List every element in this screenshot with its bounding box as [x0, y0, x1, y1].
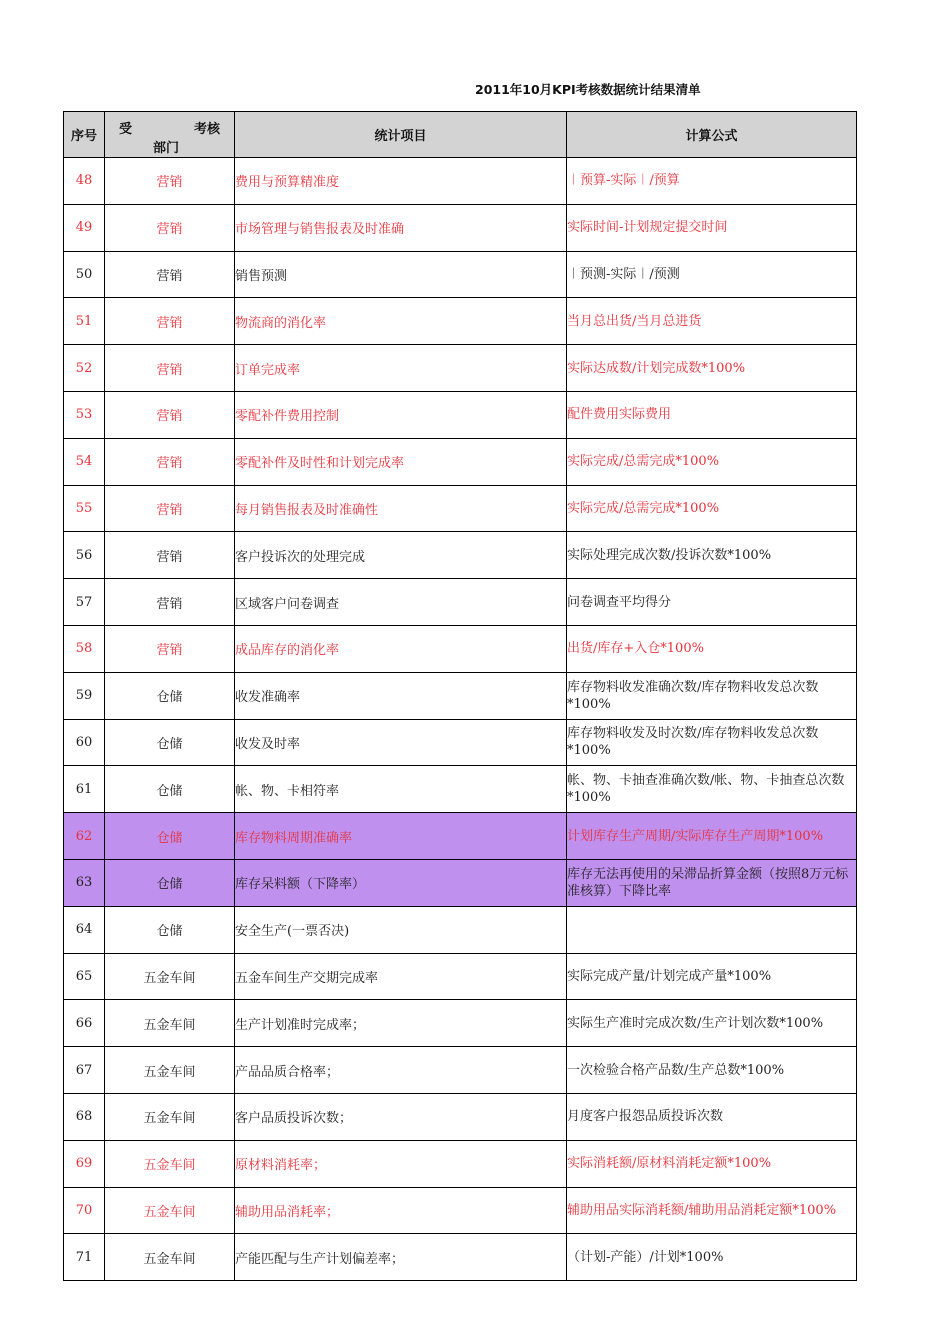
row-department: 营销 — [105, 579, 235, 626]
row-number: 66 — [64, 1000, 105, 1047]
row-number: 62 — [64, 813, 105, 860]
table-row — [64, 1093, 857, 1140]
row-department: 仓储 — [105, 813, 235, 860]
table-row — [64, 391, 857, 438]
row-formula: 实际生产准时完成次数/生产计划次数*100% — [567, 1000, 857, 1047]
row-department: 仓储 — [105, 766, 235, 813]
row-department: 五金车间 — [105, 1093, 235, 1140]
row-formula: 当月总出货/当月总进货 — [567, 298, 857, 345]
row-item: 客户品质投诉次数； — [235, 1093, 567, 1140]
row-item: 客户投诉次的处理完成 — [235, 532, 567, 579]
row-number: 51 — [64, 298, 105, 345]
row-formula: 辅助用品实际消耗额/辅助用品消耗定额*100% — [567, 1187, 857, 1234]
table-row — [64, 953, 857, 1000]
row-department: 营销 — [105, 204, 235, 251]
header-dept-part-b: 考核 — [193, 122, 220, 137]
table-row — [64, 251, 857, 298]
row-formula: ︱预算-实际︱/预算 — [567, 158, 857, 205]
row-number: 71 — [64, 1234, 105, 1281]
row-item: 辅助用品消耗率； — [235, 1187, 567, 1234]
row-item: 市场管理与销售报表及时准确 — [235, 204, 567, 251]
row-item: 订单完成率 — [235, 345, 567, 392]
row-department: 营销 — [105, 438, 235, 485]
row-department: 仓储 — [105, 672, 235, 719]
row-number: 65 — [64, 953, 105, 1000]
row-item: 费用与预算精准度 — [235, 158, 567, 205]
row-department: 营销 — [105, 158, 235, 205]
row-formula: ︱预测-实际︱/预测 — [567, 251, 857, 298]
row-number: 60 — [64, 719, 105, 766]
row-item: 安全生产(一票否决) — [235, 906, 567, 953]
row-item: 零配补件费用控制 — [235, 391, 567, 438]
row-department: 营销 — [105, 532, 235, 579]
row-number: 56 — [64, 532, 105, 579]
header-seq: 序号 — [64, 112, 105, 158]
row-item: 成品库存的消化率 — [235, 625, 567, 672]
row-number: 68 — [64, 1093, 105, 1140]
row-department: 营销 — [105, 298, 235, 345]
table-row — [64, 204, 857, 251]
row-formula: 实际达成数/计划完成数*100% — [567, 345, 857, 392]
table-row — [64, 766, 857, 813]
table-row — [64, 625, 857, 672]
row-formula: 库存物料收发准确次数/库存物料收发总次数*100% — [567, 672, 857, 719]
row-item: 销售预测 — [235, 251, 567, 298]
table-row — [64, 672, 857, 719]
table-row — [64, 1047, 857, 1094]
row-department: 营销 — [105, 625, 235, 672]
row-number: 50 — [64, 251, 105, 298]
table-row — [64, 579, 857, 626]
row-department: 营销 — [105, 485, 235, 532]
header-dept-part-a: 受 — [119, 122, 133, 137]
row-item: 帐、物、卡相符率 — [235, 766, 567, 813]
row-department: 营销 — [105, 345, 235, 392]
row-item: 五金车间生产交期完成率 — [235, 953, 567, 1000]
row-department: 仓储 — [105, 859, 235, 906]
row-item: 原材料消耗率； — [235, 1140, 567, 1187]
row-number: 61 — [64, 766, 105, 813]
row-number: 54 — [64, 438, 105, 485]
header-dept-part-c: 部门 — [153, 141, 180, 156]
row-number: 70 — [64, 1187, 105, 1234]
row-department: 仓储 — [105, 906, 235, 953]
row-formula: 帐、物、卡抽查准确次数/帐、物、卡抽查总次数*100% — [567, 766, 857, 813]
row-number: 67 — [64, 1047, 105, 1094]
row-department: 营销 — [105, 251, 235, 298]
row-item: 收发及时率 — [235, 719, 567, 766]
row-formula: 问卷调查平均得分 — [567, 579, 857, 626]
row-formula: 出货/库存+入仓*100% — [567, 625, 857, 672]
header-dept — [105, 112, 235, 158]
row-item: 物流商的消化率 — [235, 298, 567, 345]
table-row — [64, 158, 857, 205]
row-formula: 计划库存生产周期/实际库存生产周期*100% — [567, 813, 857, 860]
kpi-table — [63, 111, 857, 1281]
row-formula: 实际时间-计划规定提交时间 — [567, 204, 857, 251]
row-item: 零配补件及时性和计划完成率 — [235, 438, 567, 485]
table-row — [64, 345, 857, 392]
row-formula: 实际完成/总需完成*100% — [567, 438, 857, 485]
table-row — [64, 298, 857, 345]
row-department: 五金车间 — [105, 1234, 235, 1281]
row-formula: 实际完成产量/计划完成产量*100% — [567, 953, 857, 1000]
header-item: 统计项目 — [235, 112, 567, 158]
row-department: 仓储 — [105, 719, 235, 766]
row-item: 库存呆料额（下降率） — [235, 859, 567, 906]
row-formula: 一次检验合格产品数/生产总数*100% — [567, 1047, 857, 1094]
row-department: 五金车间 — [105, 1047, 235, 1094]
row-number: 59 — [64, 672, 105, 719]
row-number: 57 — [64, 579, 105, 626]
row-number: 69 — [64, 1140, 105, 1187]
row-number: 58 — [64, 625, 105, 672]
row-department: 五金车间 — [105, 1187, 235, 1234]
header-row — [64, 112, 857, 158]
row-department: 五金车间 — [105, 1000, 235, 1047]
row-number: 63 — [64, 859, 105, 906]
row-formula: 库存无法再使用的呆滞品折算金额（按照8万元标准核算）下降比率 — [567, 859, 857, 906]
row-item: 产能匹配与生产计划偏差率； — [235, 1234, 567, 1281]
table-row — [64, 719, 857, 766]
row-item: 库存物料周期准确率 — [235, 813, 567, 860]
row-formula: 配件费用实际费用 — [567, 391, 857, 438]
table-row — [64, 859, 857, 906]
table-row — [64, 1234, 857, 1281]
row-item: 生产计划准时完成率； — [235, 1000, 567, 1047]
row-item: 收发准确率 — [235, 672, 567, 719]
table-row — [64, 813, 857, 860]
row-item: 每月销售报表及时准确性 — [235, 485, 567, 532]
table-row — [64, 906, 857, 953]
row-formula: 库存物料收发及时次数/库存物料收发总次数*100% — [567, 719, 857, 766]
row-formula — [567, 906, 857, 953]
row-department: 营销 — [105, 391, 235, 438]
header-formula: 计算公式 — [567, 112, 857, 158]
table-row — [64, 485, 857, 532]
row-number: 53 — [64, 391, 105, 438]
table-row — [64, 438, 857, 485]
row-number: 64 — [64, 906, 105, 953]
row-number: 48 — [64, 158, 105, 205]
table-row — [64, 532, 857, 579]
row-formula: 实际完成/总需完成*100% — [567, 485, 857, 532]
row-department: 五金车间 — [105, 1140, 235, 1187]
page-title: 2011年10月KPI考核数据统计结果清单 — [475, 82, 701, 97]
row-department: 五金车间 — [105, 953, 235, 1000]
row-number: 55 — [64, 485, 105, 532]
row-number: 52 — [64, 345, 105, 392]
row-number: 49 — [64, 204, 105, 251]
table-row — [64, 1140, 857, 1187]
row-item: 产品品质合格率； — [235, 1047, 567, 1094]
table-row — [64, 1187, 857, 1234]
row-formula: 实际处理完成次数/投诉次数*100% — [567, 532, 857, 579]
row-formula: 月度客户报怨品质投诉次数 — [567, 1093, 857, 1140]
row-formula: 实际消耗额/原材料消耗定额*100% — [567, 1140, 857, 1187]
row-item: 区域客户问卷调查 — [235, 579, 567, 626]
row-formula: （计划-产能）/计划*100% — [567, 1234, 857, 1281]
table-row — [64, 1000, 857, 1047]
